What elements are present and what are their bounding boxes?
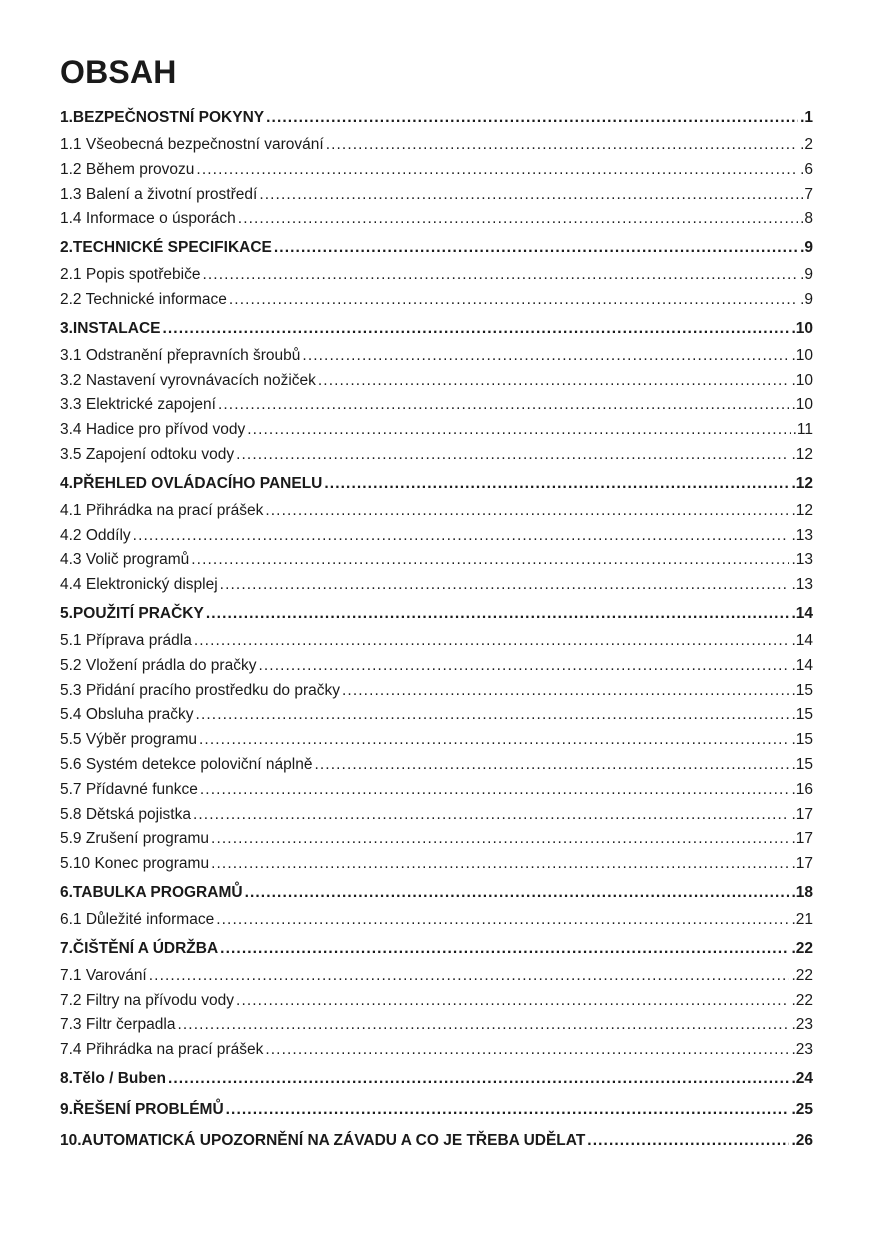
toc-page-number: .8 — [800, 210, 813, 228]
toc-page-number: .12 — [791, 474, 813, 492]
toc-entry-label: 4.PŘEHLED OVLÁDACÍHO PANELU — [60, 474, 323, 492]
toc-page-number: .1 — [800, 109, 813, 126]
toc-entry-label: 2.2 Technické informace — [60, 290, 227, 308]
toc-entry-label: 5.7 Přídavné funkce — [60, 780, 198, 798]
toc-page-number: .16 — [791, 780, 813, 798]
dot-leader — [220, 573, 790, 598]
toc-section-entry[interactable] — [60, 629, 813, 654]
dot-leader — [236, 443, 789, 468]
toc-page-number: .14 — [791, 604, 813, 622]
toc-entry-label: 10.AUTOMATICKÁ UPOZORNĚNÍ NA ZÁVADU A CO JE TŘEBA UDĚLAT — [60, 1131, 586, 1149]
toc-section-entry[interactable] — [60, 183, 813, 208]
toc-entry-label: 9.ŘEŠENÍ PROBLÉMŮ — [60, 1100, 224, 1118]
toc-entry-label: 5.6 Systém detekce poloviční náplně — [60, 755, 313, 773]
toc-section-entry[interactable] — [60, 158, 813, 183]
dot-leader — [220, 934, 789, 964]
toc-entry-label: 5.4 Obsluha pračky — [60, 706, 194, 724]
toc-section-entry[interactable] — [60, 753, 813, 778]
toc-entry-label: 4.3 Volič programů — [60, 551, 190, 569]
toc-page-number: .15 — [791, 706, 813, 724]
toc-section-entry[interactable] — [60, 1013, 813, 1038]
dot-leader — [218, 393, 789, 418]
toc-entry-label: 5.8 Dětská pojistka — [60, 805, 191, 823]
dot-leader — [587, 1126, 789, 1156]
toc-section-entry[interactable] — [60, 964, 813, 989]
toc-chapter-entry[interactable] — [60, 933, 813, 964]
toc-page-number: .10 — [791, 346, 813, 364]
toc-section-entry[interactable] — [60, 654, 813, 679]
dot-leader — [194, 629, 790, 654]
toc-page-number: .13 — [791, 526, 813, 544]
toc-entry-label: 6.TABULKA PROGRAMŮ — [60, 883, 243, 901]
toc-page-number: .15 — [791, 681, 813, 699]
toc-section-entry[interactable] — [60, 263, 813, 288]
toc-entry-label: 7.ČIŠTĚNÍ A ÚDRŽBA — [60, 939, 219, 957]
toc-entry-label: 6.1 Důležité informace — [60, 910, 215, 928]
dot-leader — [342, 679, 789, 704]
toc-page-number: .14 — [791, 631, 813, 649]
dot-leader — [191, 548, 789, 573]
toc-chapter-entry[interactable] — [60, 1094, 813, 1125]
dot-leader — [133, 524, 790, 549]
toc-page-number: .23 — [791, 1041, 813, 1059]
dot-leader — [216, 908, 789, 933]
toc-section-entry[interactable] — [60, 778, 813, 803]
toc-page-number: .15 — [791, 755, 813, 773]
dot-leader — [200, 778, 790, 803]
toc-entry-label: 7.3 Filtr čerpadla — [60, 1016, 176, 1034]
toc-section-entry[interactable] — [60, 524, 813, 549]
toc-page-number: .17 — [791, 830, 813, 848]
toc-chapter-entry[interactable] — [60, 468, 813, 499]
dot-leader — [326, 133, 798, 158]
toc-chapter-entry[interactable] — [60, 1125, 813, 1156]
dot-leader — [302, 344, 789, 369]
toc-entry-label: 1.2 Během provozu — [60, 160, 195, 178]
toc-entry-label: 8.Tělo / Buben — [60, 1069, 166, 1087]
dot-leader — [177, 1013, 789, 1038]
dot-leader — [168, 1064, 790, 1094]
toc-section-entry[interactable] — [60, 133, 813, 158]
toc-entry-label: 7.4 Přihrádka na prací prášek — [60, 1041, 264, 1059]
toc-entry-label: 5.10 Konec programu — [60, 855, 210, 873]
toc-entry-label: 3.3 Elektrické zapojení — [60, 396, 216, 414]
toc-section-entry[interactable] — [60, 703, 813, 728]
toc-section-entry[interactable] — [60, 908, 813, 933]
toc-page-number: .13 — [791, 551, 813, 569]
toc-entry-label: 5.9 Zrušení programu — [60, 830, 210, 848]
toc-entry-label: 5.2 Vložení prádla do pračky — [60, 656, 257, 674]
dot-leader — [196, 158, 798, 183]
toc-page-number: .11 — [792, 421, 813, 439]
toc-chapter-entry[interactable] — [60, 877, 813, 908]
toc-section-entry[interactable] — [60, 548, 813, 573]
toc-entry-label: 5.3 Přidání pracího prostředku do pračky — [60, 681, 341, 699]
toc-page-number: .17 — [791, 855, 813, 873]
toc-entry-label: 2.1 Popis spotřebiče — [60, 266, 201, 284]
toc-chapter-entry[interactable] — [60, 313, 813, 344]
toc-section-entry[interactable] — [60, 989, 813, 1014]
toc-entry-label: 5.1 Příprava prádla — [60, 631, 192, 649]
toc-page-number: .13 — [791, 576, 813, 594]
dot-leader — [318, 369, 790, 394]
toc-entry-label: 1.BEZPEČNOSTNÍ POKYNY — [60, 109, 265, 126]
toc-page — [60, 52, 813, 1156]
toc-page-number: .25 — [791, 1100, 813, 1118]
toc-page-number: .2 — [800, 136, 813, 153]
toc-page-number: .9 — [800, 239, 813, 257]
dot-leader — [206, 599, 790, 629]
toc-entry-label: 1.3 Balení a životní prostředí — [60, 185, 258, 203]
dot-leader — [265, 1038, 789, 1063]
toc-entry-label: 4.2 Oddíly — [60, 526, 131, 544]
toc-section-entry[interactable] — [60, 499, 813, 524]
dot-leader — [324, 469, 789, 499]
dot-leader — [259, 183, 798, 208]
toc-entry-label: 3.2 Nastavení vyrovnávacích nožiček — [60, 371, 316, 389]
toc-page-number: .7 — [800, 185, 813, 203]
toc-page-number: .15 — [791, 731, 813, 749]
toc-entry-label: 5.5 Výběr programu — [60, 731, 197, 749]
toc-page-number: .9 — [800, 266, 813, 284]
toc-entry-label: 3.5 Zapojení odtoku vody — [60, 445, 235, 463]
toc-section-entry[interactable] — [60, 1038, 813, 1063]
toc-entry-label: 1.4 Informace o úsporách — [60, 210, 236, 228]
toc-page-number: .24 — [791, 1069, 813, 1087]
dot-leader — [226, 1095, 790, 1125]
toc-section-entry[interactable] — [60, 344, 813, 369]
toc-chapter-entry[interactable] — [60, 598, 813, 629]
toc-page-number: .10 — [791, 396, 813, 414]
toc-entry-label: 1.1 Všeobecná bezpečnostní varování — [60, 136, 324, 153]
toc-section-entry[interactable] — [60, 827, 813, 852]
toc-page-number: .12 — [791, 445, 813, 463]
toc-entry-label: 3.1 Odstranění přepravních šroubů — [60, 346, 301, 364]
toc-entry-label: 3.4 Hadice pro přívod vody — [60, 421, 246, 439]
dot-leader — [196, 703, 790, 728]
toc-page-number: .12 — [791, 501, 813, 519]
dot-leader — [247, 418, 790, 443]
toc-chapter-entry[interactable] — [60, 232, 813, 263]
dot-leader — [193, 803, 789, 828]
dot-leader — [265, 499, 789, 524]
dot-leader — [162, 314, 789, 344]
toc-page-number: .21 — [791, 910, 813, 928]
toc-section-entry[interactable] — [60, 573, 813, 598]
toc-page-number: .14 — [791, 656, 813, 674]
toc-section-entry[interactable] — [60, 418, 813, 443]
toc-section-entry[interactable] — [60, 369, 813, 394]
dot-leader — [149, 964, 790, 989]
toc-section-entry[interactable] — [60, 852, 813, 877]
toc-entry-label: 4.1 Přihrádka na prací prášek — [60, 501, 264, 519]
toc-entry-label: 4.4 Elektronický displej — [60, 576, 218, 594]
toc-section-entry[interactable] — [60, 803, 813, 828]
toc-entry-label: 7.1 Varování — [60, 966, 147, 984]
toc-page-number: .22 — [791, 966, 813, 984]
dot-leader — [211, 827, 789, 852]
dot-leader — [211, 852, 789, 877]
toc-page-number: .17 — [791, 805, 813, 823]
toc-page-number: .18 — [791, 883, 813, 901]
toc-chapter-entry[interactable] — [60, 1063, 813, 1094]
toc-section-entry[interactable] — [60, 679, 813, 704]
dot-leader — [314, 753, 789, 778]
toc-section-entry[interactable] — [60, 207, 813, 232]
toc-page-number: .22 — [791, 991, 813, 1009]
dot-leader — [202, 263, 798, 288]
dot-leader — [238, 207, 798, 232]
toc-page-number: .26 — [791, 1131, 813, 1149]
dot-leader — [258, 654, 789, 679]
page-title: OBSAH — [60, 54, 177, 90]
toc-page-number: .22 — [791, 939, 813, 957]
toc-page-number: .10 — [791, 319, 813, 337]
dot-leader — [274, 233, 798, 263]
dot-leader — [236, 989, 789, 1014]
toc-entry-label: 7.2 Filtry na přívodu vody — [60, 991, 235, 1009]
toc-section-entry[interactable] — [60, 728, 813, 753]
dot-leader — [245, 878, 790, 908]
dot-leader — [229, 288, 798, 313]
toc-page-number: .6 — [800, 160, 813, 178]
dot-leader — [266, 103, 798, 133]
toc-section-entry[interactable] — [60, 393, 813, 418]
toc-section-entry[interactable] — [60, 288, 813, 313]
dot-leader — [199, 728, 789, 753]
toc-entry-label: 3.INSTALACE — [60, 319, 161, 337]
toc-page-number: .23 — [791, 1016, 813, 1034]
toc-section-entry[interactable] — [60, 443, 813, 468]
toc-entry-label: 5.POUŽITÍ PRAČKY — [60, 604, 204, 622]
toc-entry-label: 2.TECHNICKÉ SPECIFIKACE — [60, 239, 272, 257]
toc-chapter-entry[interactable] — [60, 102, 813, 133]
toc-page-number: .9 — [800, 290, 813, 308]
table-of-contents — [60, 102, 813, 1156]
toc-page-number: .10 — [791, 371, 813, 389]
